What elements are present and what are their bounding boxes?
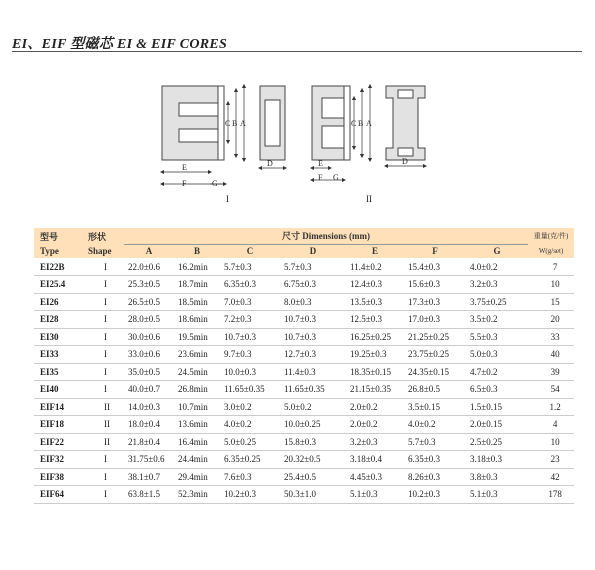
cell-b: 18.6min <box>178 314 208 325</box>
cell-w: 15 <box>550 296 560 307</box>
cell-w: 20 <box>550 314 560 325</box>
cell-d: 50.3±1.0 <box>284 489 316 500</box>
cell-f: 23.75±0.25 <box>408 349 449 360</box>
cell-w: 40 <box>550 349 560 360</box>
table-row <box>34 346 574 364</box>
cell-c: 5.7±0.3 <box>224 261 252 272</box>
cell-b: 18.7min <box>178 279 208 290</box>
shape-one-e-core <box>162 86 224 160</box>
cell-w: 178 <box>548 489 562 500</box>
cell-type: EI40 <box>40 384 59 395</box>
cell-f: 17.0±0.3 <box>408 314 440 325</box>
cell-a: 30.0±0.6 <box>128 331 160 342</box>
header-weight-cn: 重量(克/件) <box>533 232 569 240</box>
cell-g: 4.7±0.2 <box>470 366 498 377</box>
cell-b: 23.6min <box>178 349 208 360</box>
cell-c: 6.35±0.25 <box>224 454 261 465</box>
cell-d: 5.0±0.2 <box>284 401 312 412</box>
cell-type: EI22B <box>40 261 65 272</box>
table-row <box>34 381 574 399</box>
cores-table-container <box>34 228 569 504</box>
header-col-f: F <box>432 246 438 257</box>
header-dimensions: 尺寸 Dimensions (mm) <box>124 228 528 244</box>
header-col-e: E <box>371 246 378 257</box>
cell-a: 21.8±0.4 <box>128 436 160 447</box>
table-row <box>34 468 574 486</box>
cell-g: 2.0±0.15 <box>470 419 502 430</box>
cell-d: 25.4±0.5 <box>284 471 316 482</box>
cell-d: 5.7±0.3 <box>284 261 312 272</box>
dim-letter-b-one: B <box>232 119 238 128</box>
cell-type: EI26 <box>40 296 59 307</box>
cell-a: 40.0±0.7 <box>128 384 160 395</box>
cell-d: 20.32±0.5 <box>284 454 321 465</box>
dim-letter-a-one: A <box>240 119 246 128</box>
figure-label-one: I <box>226 194 229 204</box>
cell-g: 5.5±0.3 <box>470 331 498 342</box>
cell-type: EI30 <box>40 331 59 342</box>
cell-shape: II <box>104 419 110 430</box>
cell-d: 8.0±0.3 <box>284 296 312 307</box>
cell-b: 13.6min <box>178 419 208 430</box>
cell-g: 6.5±0.3 <box>470 384 498 395</box>
cell-b: 16.2min <box>178 261 208 272</box>
cell-b: 10.7min <box>178 401 208 412</box>
cell-shape: I <box>104 314 107 325</box>
cell-c: 6.35±0.3 <box>224 279 256 290</box>
table-row <box>34 486 574 504</box>
table-row <box>34 293 574 311</box>
cell-a: 35.0±0.5 <box>128 366 160 377</box>
cell-e: 5.1±0.3 <box>350 489 378 500</box>
cell-a: 25.3±0.5 <box>128 279 160 290</box>
cell-w: 7 <box>552 261 558 272</box>
cell-d: 10.7±0.3 <box>284 314 316 325</box>
cell-a: 38.1±0.7 <box>128 471 160 482</box>
cell-w: 39 <box>550 366 560 377</box>
cell-shape: I <box>104 331 107 342</box>
cell-c: 10.7±0.3 <box>224 331 256 342</box>
cell-f: 5.7±0.3 <box>408 436 436 447</box>
cell-e: 19.25±0.3 <box>350 349 387 360</box>
cell-c: 7.6±0.3 <box>224 471 252 482</box>
cell-c: 7.2±0.3 <box>224 314 252 325</box>
cell-c: 9.7±0.3 <box>224 349 252 360</box>
page-title: EI、EIF 型磁芯 EI & EIF CORES <box>12 37 228 52</box>
dim-letter-d-two: D <box>402 157 408 166</box>
cell-e: 13.5±0.3 <box>350 296 382 307</box>
cell-a: 63.8±1.5 <box>128 489 160 500</box>
header-col-a: A <box>145 246 153 257</box>
cell-f: 24.35±0.15 <box>408 366 449 377</box>
cell-c: 4.0±0.2 <box>224 419 252 430</box>
table-row <box>34 433 574 451</box>
table-row <box>34 416 574 434</box>
cell-w: 10 <box>550 436 560 447</box>
cell-type: EIF14 <box>40 401 65 412</box>
table-row <box>34 398 574 416</box>
cell-e: 12.5±0.3 <box>350 314 382 325</box>
table-row <box>34 258 574 276</box>
shape-two-side-view <box>386 86 425 160</box>
cell-shape: I <box>104 489 107 500</box>
cell-type: EI33 <box>40 349 59 360</box>
cell-f: 21.25±0.25 <box>408 331 449 342</box>
cell-e: 3.2±0.3 <box>350 436 378 447</box>
cell-type: EIF38 <box>40 471 65 482</box>
dim-letter-b-two: B <box>358 119 364 128</box>
cell-type: EIF32 <box>40 454 65 465</box>
header-type: Type <box>40 246 59 256</box>
cell-f: 4.0±0.2 <box>408 419 436 430</box>
cell-w: 54 <box>550 384 560 395</box>
cell-b: 16.4min <box>178 436 208 447</box>
cell-d: 12.7±0.3 <box>284 349 316 360</box>
cell-e: 2.0±0.2 <box>350 401 378 412</box>
cell-b: 18.5min <box>178 296 208 307</box>
cell-e: 16.25±0.25 <box>350 331 391 342</box>
cell-e: 11.4±0.2 <box>350 261 382 272</box>
cell-f: 6.35±0.3 <box>408 454 440 465</box>
cell-a: 31.75±0.6 <box>128 454 165 465</box>
shape-one-side-view <box>260 86 285 160</box>
cell-shape: II <box>104 401 110 412</box>
header-weight: W(g/set) <box>538 247 564 255</box>
cell-d: 6.75±0.3 <box>284 279 316 290</box>
cell-d: 10.0±0.25 <box>284 419 321 430</box>
cell-c: 7.0±0.3 <box>224 296 252 307</box>
cell-a: 18.0±0.4 <box>128 419 160 430</box>
cell-g: 3.18±0.3 <box>470 454 502 465</box>
header-type-cn: 型号 <box>40 231 59 242</box>
table-row <box>34 363 574 381</box>
cell-g: 5.0±0.3 <box>470 349 498 360</box>
cell-e: 3.18±0.4 <box>350 454 382 465</box>
cell-f: 3.5±0.15 <box>408 401 440 412</box>
dim-letter-c-two: C <box>351 119 357 128</box>
cell-w: 23 <box>550 454 560 465</box>
header-shape: Shape <box>88 246 112 256</box>
cell-e: 21.15±0.35 <box>350 384 391 395</box>
cell-shape: I <box>104 261 107 272</box>
cell-e: 18.35±0.15 <box>350 366 391 377</box>
cell-b: 19.5min <box>178 331 208 342</box>
cell-w: 1.2 <box>549 401 561 412</box>
cell-d: 15.8±0.3 <box>284 436 316 447</box>
dim-letter-e-one: E <box>182 163 187 172</box>
cell-c: 3.0±0.2 <box>224 401 252 412</box>
cell-b: 26.8min <box>178 384 208 395</box>
dim-letter-f-two: F <box>318 173 323 182</box>
header-col-d: D <box>309 246 317 257</box>
cell-e: 4.45±0.3 <box>350 471 382 482</box>
cell-type: EIF22 <box>40 436 65 447</box>
cell-g: 3.75±0.25 <box>470 296 507 307</box>
dim-letter-c-one: C <box>225 119 231 128</box>
table-row <box>34 328 574 346</box>
cell-shape: II <box>104 436 110 447</box>
cell-f: 26.8±0.5 <box>408 384 440 395</box>
header-col-g: G <box>493 246 501 257</box>
cell-f: 15.6±0.3 <box>408 279 440 290</box>
cell-shape: I <box>104 349 107 360</box>
cell-type: EIF18 <box>40 419 65 430</box>
dim-letter-f-one: F <box>182 179 187 188</box>
table-row <box>34 276 574 294</box>
cell-b: 52.3min <box>178 489 208 500</box>
cell-f: 10.2±0.3 <box>408 489 440 500</box>
cell-g: 5.1±0.3 <box>470 489 498 500</box>
cell-shape: I <box>104 471 107 482</box>
header-shape-cn: 形状 <box>88 231 107 242</box>
cell-c: 5.0±0.25 <box>224 436 256 447</box>
cell-b: 29.4min <box>178 471 208 482</box>
cell-c: 10.2±0.3 <box>224 489 256 500</box>
dim-letter-a-two: A <box>366 119 372 128</box>
cell-shape: I <box>104 366 107 377</box>
cores-dimension-table <box>34 228 574 504</box>
table-row <box>34 311 574 329</box>
cell-d: 11.65±0.35 <box>284 384 325 395</box>
cell-shape: I <box>104 296 107 307</box>
cell-a: 26.5±0.5 <box>128 296 160 307</box>
dim-letter-e-two: E <box>318 159 323 168</box>
cell-type: EIF64 <box>40 489 65 500</box>
cell-a: 28.0±0.5 <box>128 314 160 325</box>
dim-letter-g-two: G <box>333 173 339 182</box>
shape-two-e-core <box>312 86 350 160</box>
cell-a: 33.0±0.6 <box>128 349 160 360</box>
cell-w: 10 <box>550 279 560 290</box>
cell-d: 11.4±0.3 <box>284 366 316 377</box>
core-dimension-drawing <box>0 0 595 220</box>
cell-c: 10.0±0.3 <box>224 366 256 377</box>
cell-g: 3.8±0.3 <box>470 471 498 482</box>
cell-f: 8.26±0.3 <box>408 471 440 482</box>
cell-g: 4.0±0.2 <box>470 261 498 272</box>
dim-letter-g-one: G <box>212 179 218 188</box>
cell-type: EI28 <box>40 314 59 325</box>
cell-type: EI35 <box>40 366 59 377</box>
cell-e: 2.0±0.2 <box>350 419 378 430</box>
cell-w: 4 <box>552 419 558 430</box>
cell-b: 24.4min <box>178 454 208 465</box>
cell-g: 2.5±0.25 <box>470 436 502 447</box>
cell-g: 3.2±0.3 <box>470 279 498 290</box>
cell-b: 24.5min <box>178 366 208 377</box>
cell-shape: I <box>104 454 107 465</box>
cell-shape: I <box>104 384 107 395</box>
cell-f: 17.3±0.3 <box>408 296 440 307</box>
cell-a: 22.0±0.6 <box>128 261 160 272</box>
cell-w: 33 <box>550 331 560 342</box>
cell-shape: I <box>104 279 107 290</box>
cell-a: 14.0±0.3 <box>128 401 160 412</box>
cell-f: 15.4±0.3 <box>408 261 440 272</box>
cell-type: EI25.4 <box>40 279 66 290</box>
cell-c: 11.65±0.35 <box>224 384 265 395</box>
cell-g: 1.5±0.15 <box>470 401 502 412</box>
header-col-b: B <box>193 246 200 257</box>
dim-letter-d-one: D <box>267 159 273 168</box>
table-header-row-cn <box>34 228 574 244</box>
table-body <box>34 258 574 503</box>
header-col-c: C <box>246 246 254 257</box>
table-header-row-en <box>34 244 574 258</box>
cell-g: 3.5±0.2 <box>470 314 498 325</box>
cell-e: 12.4±0.3 <box>350 279 382 290</box>
cell-w: 42 <box>550 471 560 482</box>
cell-d: 10.7±0.3 <box>284 331 316 342</box>
figure-label-two: II <box>366 194 372 204</box>
table-row <box>34 451 574 469</box>
